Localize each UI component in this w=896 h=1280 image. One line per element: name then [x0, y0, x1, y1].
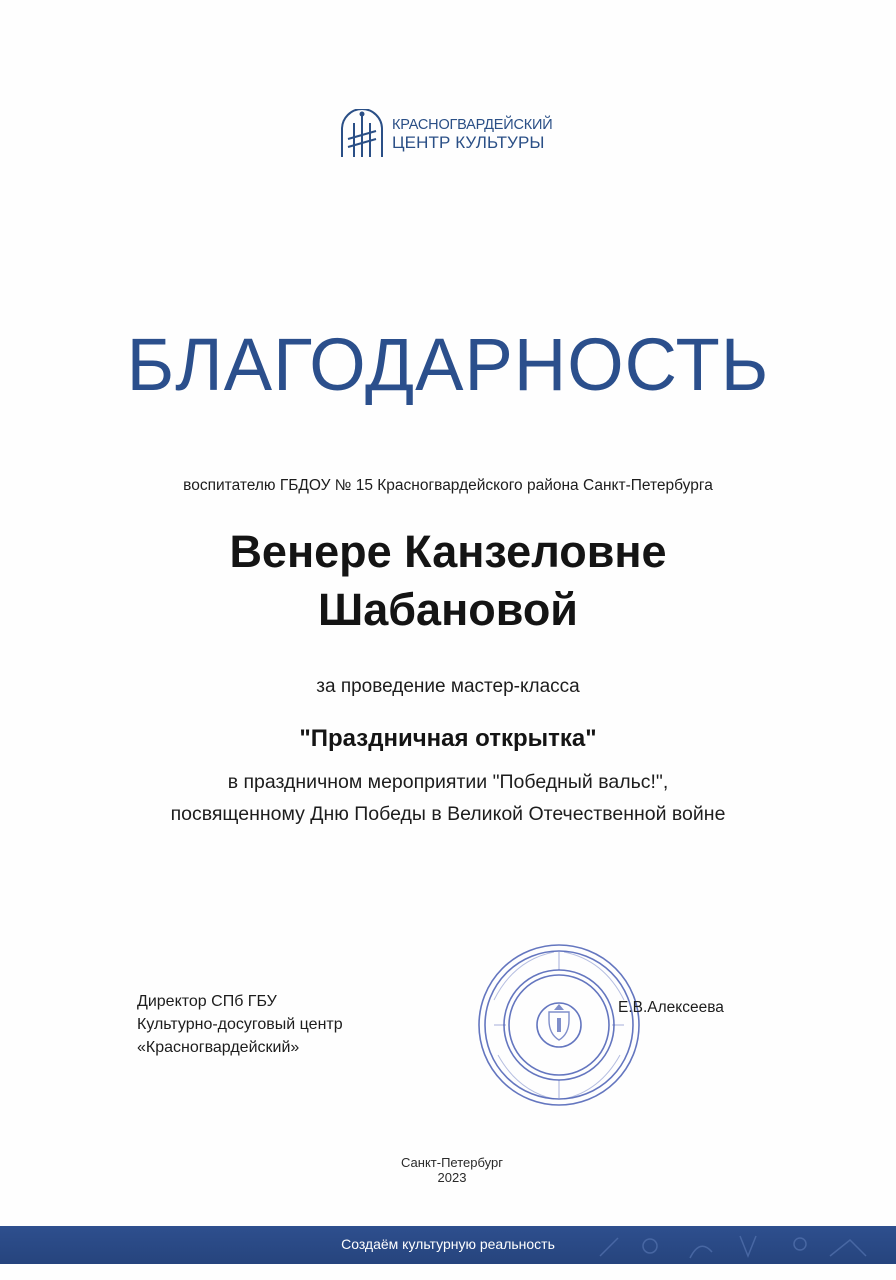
signer-name: Е.В.Алексеева [618, 999, 724, 1016]
signatory-block [137, 990, 343, 1059]
event-description-line1: в праздничном мероприятии "Победный вальс!", [227, 771, 669, 793]
year: 2023 [437, 1170, 467, 1185]
footer-slogan: Создаём культурную реальность [341, 1236, 555, 1252]
signatory-line1: Директор СПб ГБУ [137, 993, 277, 1010]
certificate-title: БЛАГОДАРНОСТЬ [126, 323, 770, 406]
city: Санкт-Петербург [401, 1155, 503, 1170]
event-description-line2: посвященному Дню Победы в Великой Отечественной войне [170, 803, 726, 825]
recipient-role: воспитателю ГБДОУ № 15 Красногвардейского района Санкт-Петербурга [183, 477, 713, 494]
recipient-name-line2: Шабановой [318, 584, 578, 635]
recipient-name [0, 523, 896, 639]
logo-text-line2: ЦЕНТР КУЛЬТУРЫ [392, 133, 545, 152]
official-seal-icon [474, 940, 644, 1110]
signatory-line3: «Красногвардейский» [137, 1039, 300, 1056]
recipient-name-line1: Венере Канзеловне [229, 526, 667, 577]
signatory-line2: Культурно-досуговый центр [137, 1016, 343, 1033]
award-reason: за проведение мастер-класса [316, 676, 580, 697]
logo-text-line1: КРАСНОГВАРДЕЙСКИЙ [392, 117, 553, 133]
place-and-date [0, 1155, 896, 1185]
event-title: "Праздничная открытка" [299, 725, 597, 752]
event-description [0, 766, 896, 830]
building-tower-icon [336, 109, 388, 159]
organization-logo [336, 108, 576, 160]
